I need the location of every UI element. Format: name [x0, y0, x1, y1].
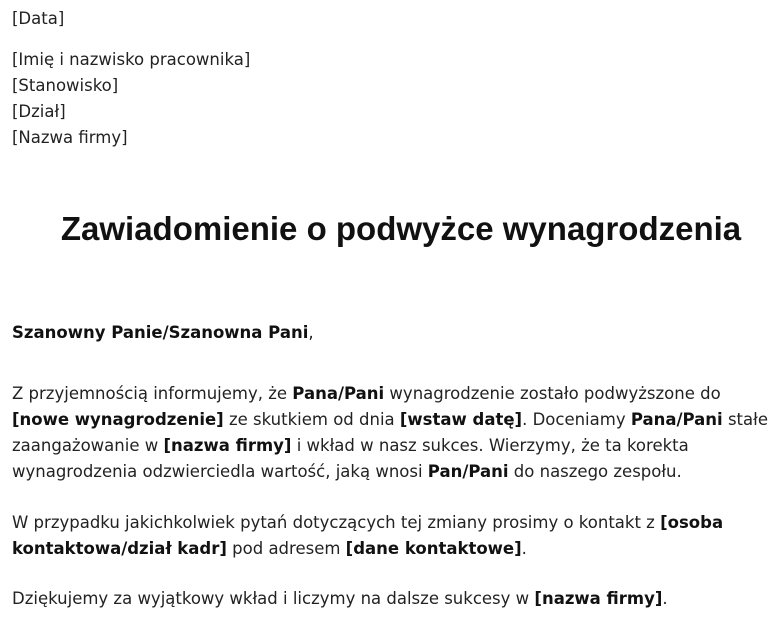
text-span: .: [521, 539, 527, 558]
text-span: do naszego zespołu.: [508, 462, 682, 481]
text-span: stałe: [722, 410, 768, 429]
recipient-block: [12, 47, 250, 151]
paragraph-line: [12, 381, 768, 407]
date-block: [12, 6, 64, 32]
department-placeholder: [Dział]: [12, 102, 66, 121]
employee-name-placeholder: [Imię i nazwisko pracownika]: [12, 50, 251, 69]
bold-span: Pana/Pani: [292, 384, 385, 403]
text-span: ze skutkiem od dnia: [223, 410, 400, 429]
paragraph-line: [12, 433, 768, 459]
company-name-placeholder: [nazwa firmy]: [163, 436, 292, 455]
paragraph-line: [12, 536, 723, 562]
text-span: i wkład w nasz sukces. Wierzymy, że ta korekta: [291, 436, 689, 455]
contact-details-placeholder: [dane kontaktowe]: [345, 539, 522, 558]
paragraph-line: [12, 510, 723, 536]
effective-date-placeholder: [wstaw datę]: [399, 410, 523, 429]
date-placeholder: [Data]: [12, 9, 65, 28]
text-span: W przypadku jakichkolwiek pytań dotyczących tej zmiany prosimy o kontakt z: [12, 513, 661, 532]
salutation-comma: ,: [308, 323, 314, 342]
company-name-placeholder: [nazwa firmy]: [534, 589, 663, 608]
text-span: . Doceniamy: [522, 410, 631, 429]
text-span: wynagrodzenia odzwierciedla wartość, jaką wnosi: [12, 462, 428, 481]
bold-span: Pana/Pani: [630, 410, 723, 429]
salutation: [12, 320, 314, 346]
position-placeholder: [Stanowisko]: [12, 76, 119, 95]
paragraph-raise-info: [12, 381, 768, 485]
bold-span: Pan/Pani: [427, 462, 509, 481]
paragraph-thanks: [12, 586, 668, 612]
salutation-text: Szanowny Panie/Szanowna Pani: [12, 323, 309, 342]
text-span: Dziękujemy za wyjątkowy wkład i liczymy na dalsze sukcesy w: [12, 589, 535, 608]
document-title: Zawiadomienie o podwyżce wynagrodzenia: [60, 210, 742, 247]
company-placeholder: [Nazwa firmy]: [12, 128, 128, 147]
paragraph-line: [12, 407, 768, 433]
contact-person-placeholder-cont: kontaktowa/dział kadr]: [12, 539, 227, 558]
text-span: .: [662, 589, 668, 608]
paragraph-line: [12, 459, 768, 485]
text-span: wynagrodzenie zostało podwyższone do: [384, 384, 721, 403]
new-salary-placeholder: [nowe wynagrodzenie]: [12, 410, 224, 429]
paragraph-contact: [12, 510, 723, 562]
text-span: zaangażowanie w: [12, 436, 164, 455]
text-span: Z przyjemnością informujemy, że: [12, 384, 293, 403]
contact-person-placeholder: [osoba: [660, 513, 724, 532]
text-span: pod adresem: [226, 539, 346, 558]
